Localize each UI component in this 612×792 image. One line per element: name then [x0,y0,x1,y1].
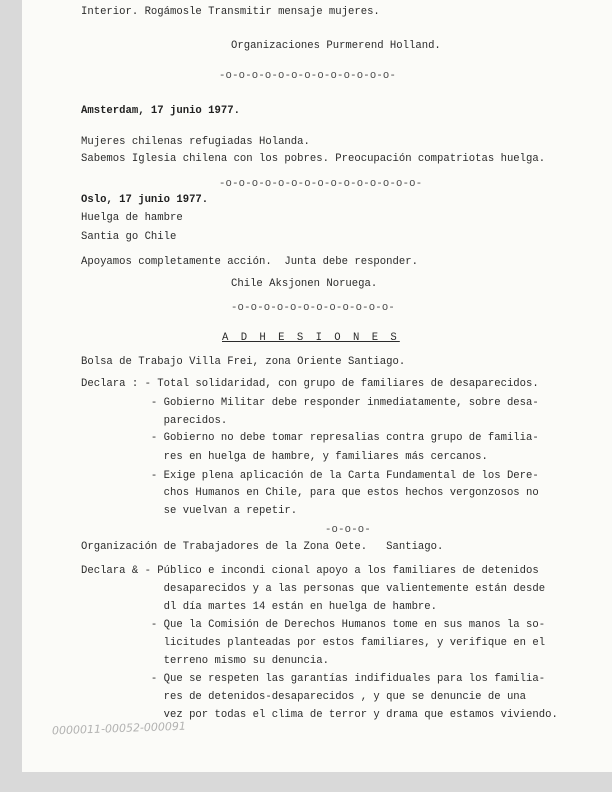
text-line: - Exige plena aplicación de la Carta Fundamental de los Dere- [81,470,539,482]
text-line: Oslo, 17 junio 1977. [81,194,209,206]
text-line: se vuelvan a repetir. [81,505,298,517]
text-line: Chile Aksjonen Noruega. [231,278,378,290]
text-line: Amsterdam, 17 junio 1977. [81,105,240,117]
text-line: Declara & - Público e incondi cional apoyo a los familiares de detenidos [81,565,539,577]
document-page [22,0,612,772]
text-line: - Gobierno Militar debe responder inmediatamente, sobre desa- [81,397,539,409]
text-line: Interior. Rogámosle Transmitir mensaje mujeres. [81,6,380,18]
separator-line: -o-o-o-o-o-o-o-o-o-o-o-o- [231,302,395,314]
text-line: - Que la Comisión de Derechos Humanos tome en sus manos la so- [81,619,546,631]
text-line: - Que se respeten las garantías indifiduales para los familia- [81,673,546,685]
text-line: Declara : - Total solidaridad, con grupo de familiares de desaparecidos. [81,378,539,390]
text-line: licitudes planteadas por estos familiares, y verifique en el [81,637,546,649]
text-line: desaparecidos y a las personas que valientemente están desde [81,583,546,595]
text-line: res de detenidos-desaparecidos , y que se denuncie de una [81,691,527,703]
text-line: - Gobierno no debe tomar represalias contra grupo de familia- [81,432,539,444]
text-line: chos Humanos en Chile, para que estos hechos vergonzosos no [81,487,539,499]
separator-line: -o-o-o-o-o-o-o-o-o-o-o-o-o-o-o- [219,178,423,190]
text-line: dl día martes 14 están en huelga de hambre. [81,601,438,613]
text-line: Huelga de hambre [81,212,183,224]
text-line: Mujeres chilenas refugiadas Holanda. [81,136,310,148]
text-line: Organizaciones Purmerend Holland. [231,40,441,52]
text-line: Santia go Chile [81,231,177,243]
text-line: parecidos. [81,415,228,427]
text-line: vez por todas el clima de terror y drama que estamos viviendo. [81,709,558,721]
text-line: Apoyamos completamente acción. Junta debe responder. [81,256,418,268]
archive-stamp: 0000011-00052-000091 [51,719,187,738]
text-line: res en huelga de hambre, y familiares más cercanos. [81,451,488,463]
separator-line: -o-o-o- [325,524,371,536]
text-line: Sabemos Iglesia chilena con los pobres. Preocupación compatriotas huelga. [81,153,546,165]
text-line: Bolsa de Trabajo Villa Frei, zona Oriente Santiago. [81,356,406,368]
section-heading: A D H E S I O N E S [222,332,400,344]
text-line: terreno mismo su denuncia. [81,655,329,667]
separator-line: -o-o-o-o-o-o-o-o-o-o-o-o-o- [219,70,397,82]
text-line: Organización de Trabajadores de la Zona Oete. Santiago. [81,541,444,553]
